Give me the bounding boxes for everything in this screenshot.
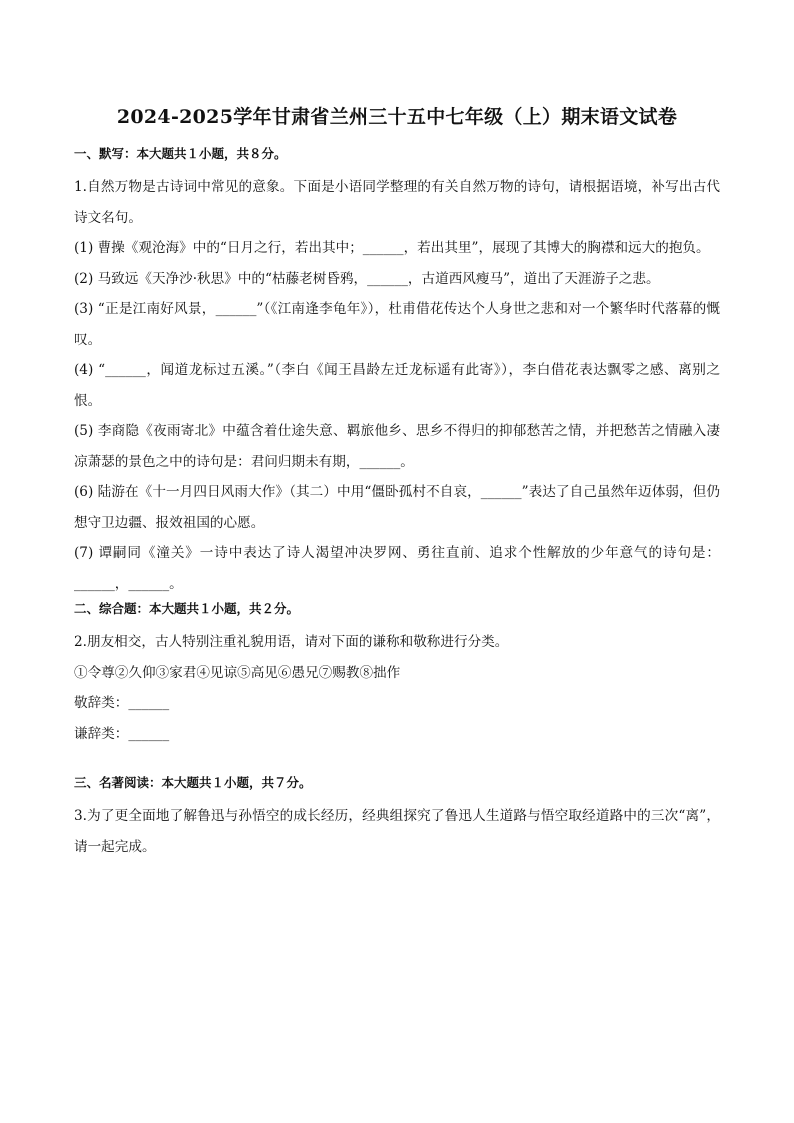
question-1-item-2: (2) 马致远《天净沙·秋思》中的“枯藤老树昏鸦，______，古道西风瘦马”，道出了天涯游子之悲。 — [74, 270, 660, 287]
question-1-item-3: (3) “正是江南好风景，______”（《江南逢李龟年》），杜甫借花传达个人身世之悲和对一个繁华时代落幕的慨叹。 — [74, 301, 720, 348]
question-2-humble-answer: 谦辞类：______ — [74, 725, 170, 742]
section-classics-reading — [74, 773, 720, 862]
section-dictation — [74, 144, 720, 599]
section-heading: 二、综合题：本大题共１小题，共２分。 — [74, 601, 300, 616]
question-1-item-6: (6) 陆游在《十一月四日风雨大作》（其二）中用“僵卧孤村不自哀，______”表达了自己虽然年迈体弱，但仍想守卫边疆、报效祖国的心愿。 — [74, 484, 720, 531]
question-1-item-7: (7) 谭嗣同《潼关》一诗中表达了诗人渴望冲决罗网、勇往直前、追求个性解放的少年意气的诗句是：______，______。 — [74, 545, 720, 592]
section-comprehensive — [74, 599, 720, 749]
question-3-stem: 3.为了更全面地了解鲁迅与孙悟空的成长经历，经典组探究了鲁迅人生道路与悟空取经道路中的三次“离”，请一起完成。 — [74, 808, 720, 855]
question-1-item-5: (5) 李商隐《夜雨寄北》中蕴含着仕途失意、羁旅他乡、思乡不得归的抑郁愁苦之情，并把愁苦之情融入凄凉萧瑟的景色之中的诗句是：君问归期未有期，______。 — [74, 423, 720, 470]
question-1-stem: 1.自然万物是古诗词中常见的意象。下面是小语同学整理的有关自然万物的诗句，请根据语境，补写出古代诗文名句。 — [74, 179, 720, 226]
section-heading: 一、默写：本大题共１小题，共８分。 — [74, 146, 287, 161]
document-title: 2024-2025学年甘肃省兰州三十五中七年级（上）期末语文试卷 — [116, 106, 678, 128]
question-2-stem: 2.朋友相交，古人特别注重礼貌用语，请对下面的谦称和敬称进行分类。 — [74, 634, 509, 650]
question-1-item-4: (4) “______，闻道龙标过五溪。”（李白《闻王昌龄左迁龙标遥有此寄》），李白借花表达飘零之感、离别之恨。 — [74, 362, 720, 409]
spacer — [74, 749, 720, 773]
question-1-item-1: (1) 曹操《观沧海》中的“日月之行，若出其中；______，若出其里”，展现了其博大的胸襟和远大的抱负。 — [74, 240, 710, 256]
question-2-honorific-answer: 敬辞类：______ — [74, 695, 170, 711]
question-2-word-list: ①令尊②久仰③家君④见谅⑤高见⑥愚兄⑦赐教⑧拙作 — [74, 664, 401, 681]
section-heading: 三、名著阅读：本大题共１小题，共７分。 — [74, 775, 312, 790]
